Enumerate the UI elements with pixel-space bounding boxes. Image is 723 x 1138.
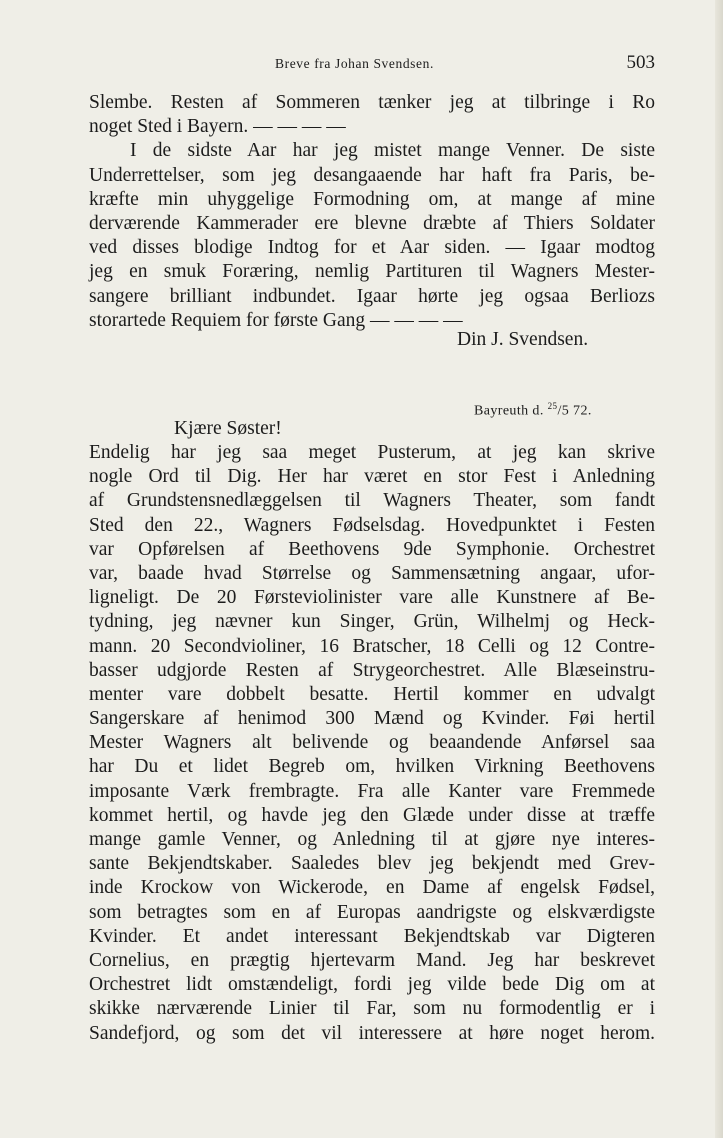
text-line: noget Sted i Bayern. — — — —	[89, 116, 346, 138]
page-header	[270, 52, 655, 76]
text-line: Endelig har jeg saa meget Pusterum, at jeg kan skrive	[89, 442, 655, 463]
dateline	[474, 397, 592, 421]
text-line: Mester Wagners alt belivende og beaandende Anførsel saa	[89, 732, 655, 754]
text-line: har Du et lidet Begreb om, hvilken Virkning Beethovens	[89, 756, 655, 778]
text-line: ligneligt. De 20 Førsteviolinister vare alle Kunstnere af Be-	[89, 587, 655, 609]
page-edge	[715, 0, 723, 1138]
text-line: Slembe. Resten af Sommeren tænker jeg at tilbringe i Ro	[89, 92, 655, 113]
text-line: mange gamle Venner, og Anledning til at gjøre nye interes-	[89, 829, 655, 850]
text-line: Cornelius, en prægtig hjertevarm Mand. Jeg har beskrevet	[89, 949, 655, 971]
text-line: Orchestret lidt omstændeligt, fordi jeg vilde bede Dig om at	[89, 974, 655, 996]
text-line: inde Krockow von Wickerode, en Dame af engelsk Fødsel,	[89, 877, 655, 899]
text-line: Kvinder. Et andet interessant Bekjendtskab var Digteren	[89, 925, 655, 947]
text-line: som betragtes som en af Europas aandrigste og elskværdigste	[89, 901, 655, 923]
salutation: Kjære Søster!	[174, 418, 282, 439]
letter-1-body	[89, 91, 655, 333]
text-line: skikke nærværende Linier til Far, som nu formodentlig er i	[89, 998, 655, 1020]
text-line: sangere brilliant indbundet. Igaar hørte jeg ogsaa Berliozs	[89, 285, 655, 307]
text-line: storartede Requiem for første Gang — — — —	[89, 309, 463, 331]
text-line: jeg en smuk Foræring, nemlig Partituren til Wagners Mester-	[89, 261, 655, 283]
dateline-year: 72.	[573, 403, 592, 419]
text-line: var Opførelsen af Beethovens 9de Symphonie. Orchestret	[89, 538, 655, 560]
text-line: nogle Ord til Dig. Her har været en stor Fest i Anledning	[89, 466, 655, 488]
text-line: var, baade hvad Størrelse og Sammensætning angaar, ufor-	[89, 562, 655, 584]
text-line: Sandefjord, og som det vil interessere at høre noget herom.	[89, 1022, 655, 1044]
text-line: kræfte min uhyggelige Formodning om, at mange af mine	[89, 188, 655, 210]
text-line: Sted den 22., Wagners Fødselsdag. Hovedpunktet i Festen	[89, 514, 655, 536]
text-line: kommet hertil, og havde jeg den Glæde under disse at træffe	[89, 804, 655, 826]
text-line: Underrettelser, som jeg desangaaende har haft fra Paris, be-	[89, 164, 655, 186]
page-number: 503	[626, 52, 655, 73]
text-line: basser udgjorde Resten af Strygeorchestret. Alle Blæseinstru-	[89, 659, 655, 681]
dateline-month: /5	[557, 403, 570, 419]
text-line: derværende Kammerader ere blevne dræbte af Thiers Soldater	[89, 212, 655, 234]
dateline-day: 25	[547, 401, 558, 411]
text-line: Sangerskare af henimod 300 Mænd og Kvinder. Føi hertil	[89, 708, 655, 730]
running-title: Breve fra Johan Svendsen.	[275, 56, 434, 71]
dateline-place: Bayreuth d.	[474, 403, 544, 419]
text-line: imposante Værk frembragte. Fra alle Kanter vare Fremmede	[89, 780, 655, 802]
text-line: menter vare dobbelt besatte. Hertil kommer en udvalgt	[89, 683, 655, 705]
text-line: ved disses blodige Indtog for et Aar siden. — Igaar modtog	[89, 237, 655, 259]
letter-2-body	[89, 441, 655, 1046]
text-line: tydning, jeg nævner kun Singer, Grün, Wilhelmj og Heck-	[89, 611, 655, 633]
text-line: I de sidste Aar har jeg mistet mange Venner. De siste	[130, 140, 655, 162]
text-line: sante Bekjendtskaber. Saaledes blev jeg bekjendt med Grev-	[89, 853, 655, 875]
text-line: mann. 20 Secondvioliner, 16 Bratscher, 18 Celli og 12 Contre-	[89, 635, 655, 657]
text-line: af Grundstensnedlæggelsen til Wagners Theater, som fandt	[89, 490, 655, 512]
signature: Din J. Svendsen.	[457, 329, 589, 350]
